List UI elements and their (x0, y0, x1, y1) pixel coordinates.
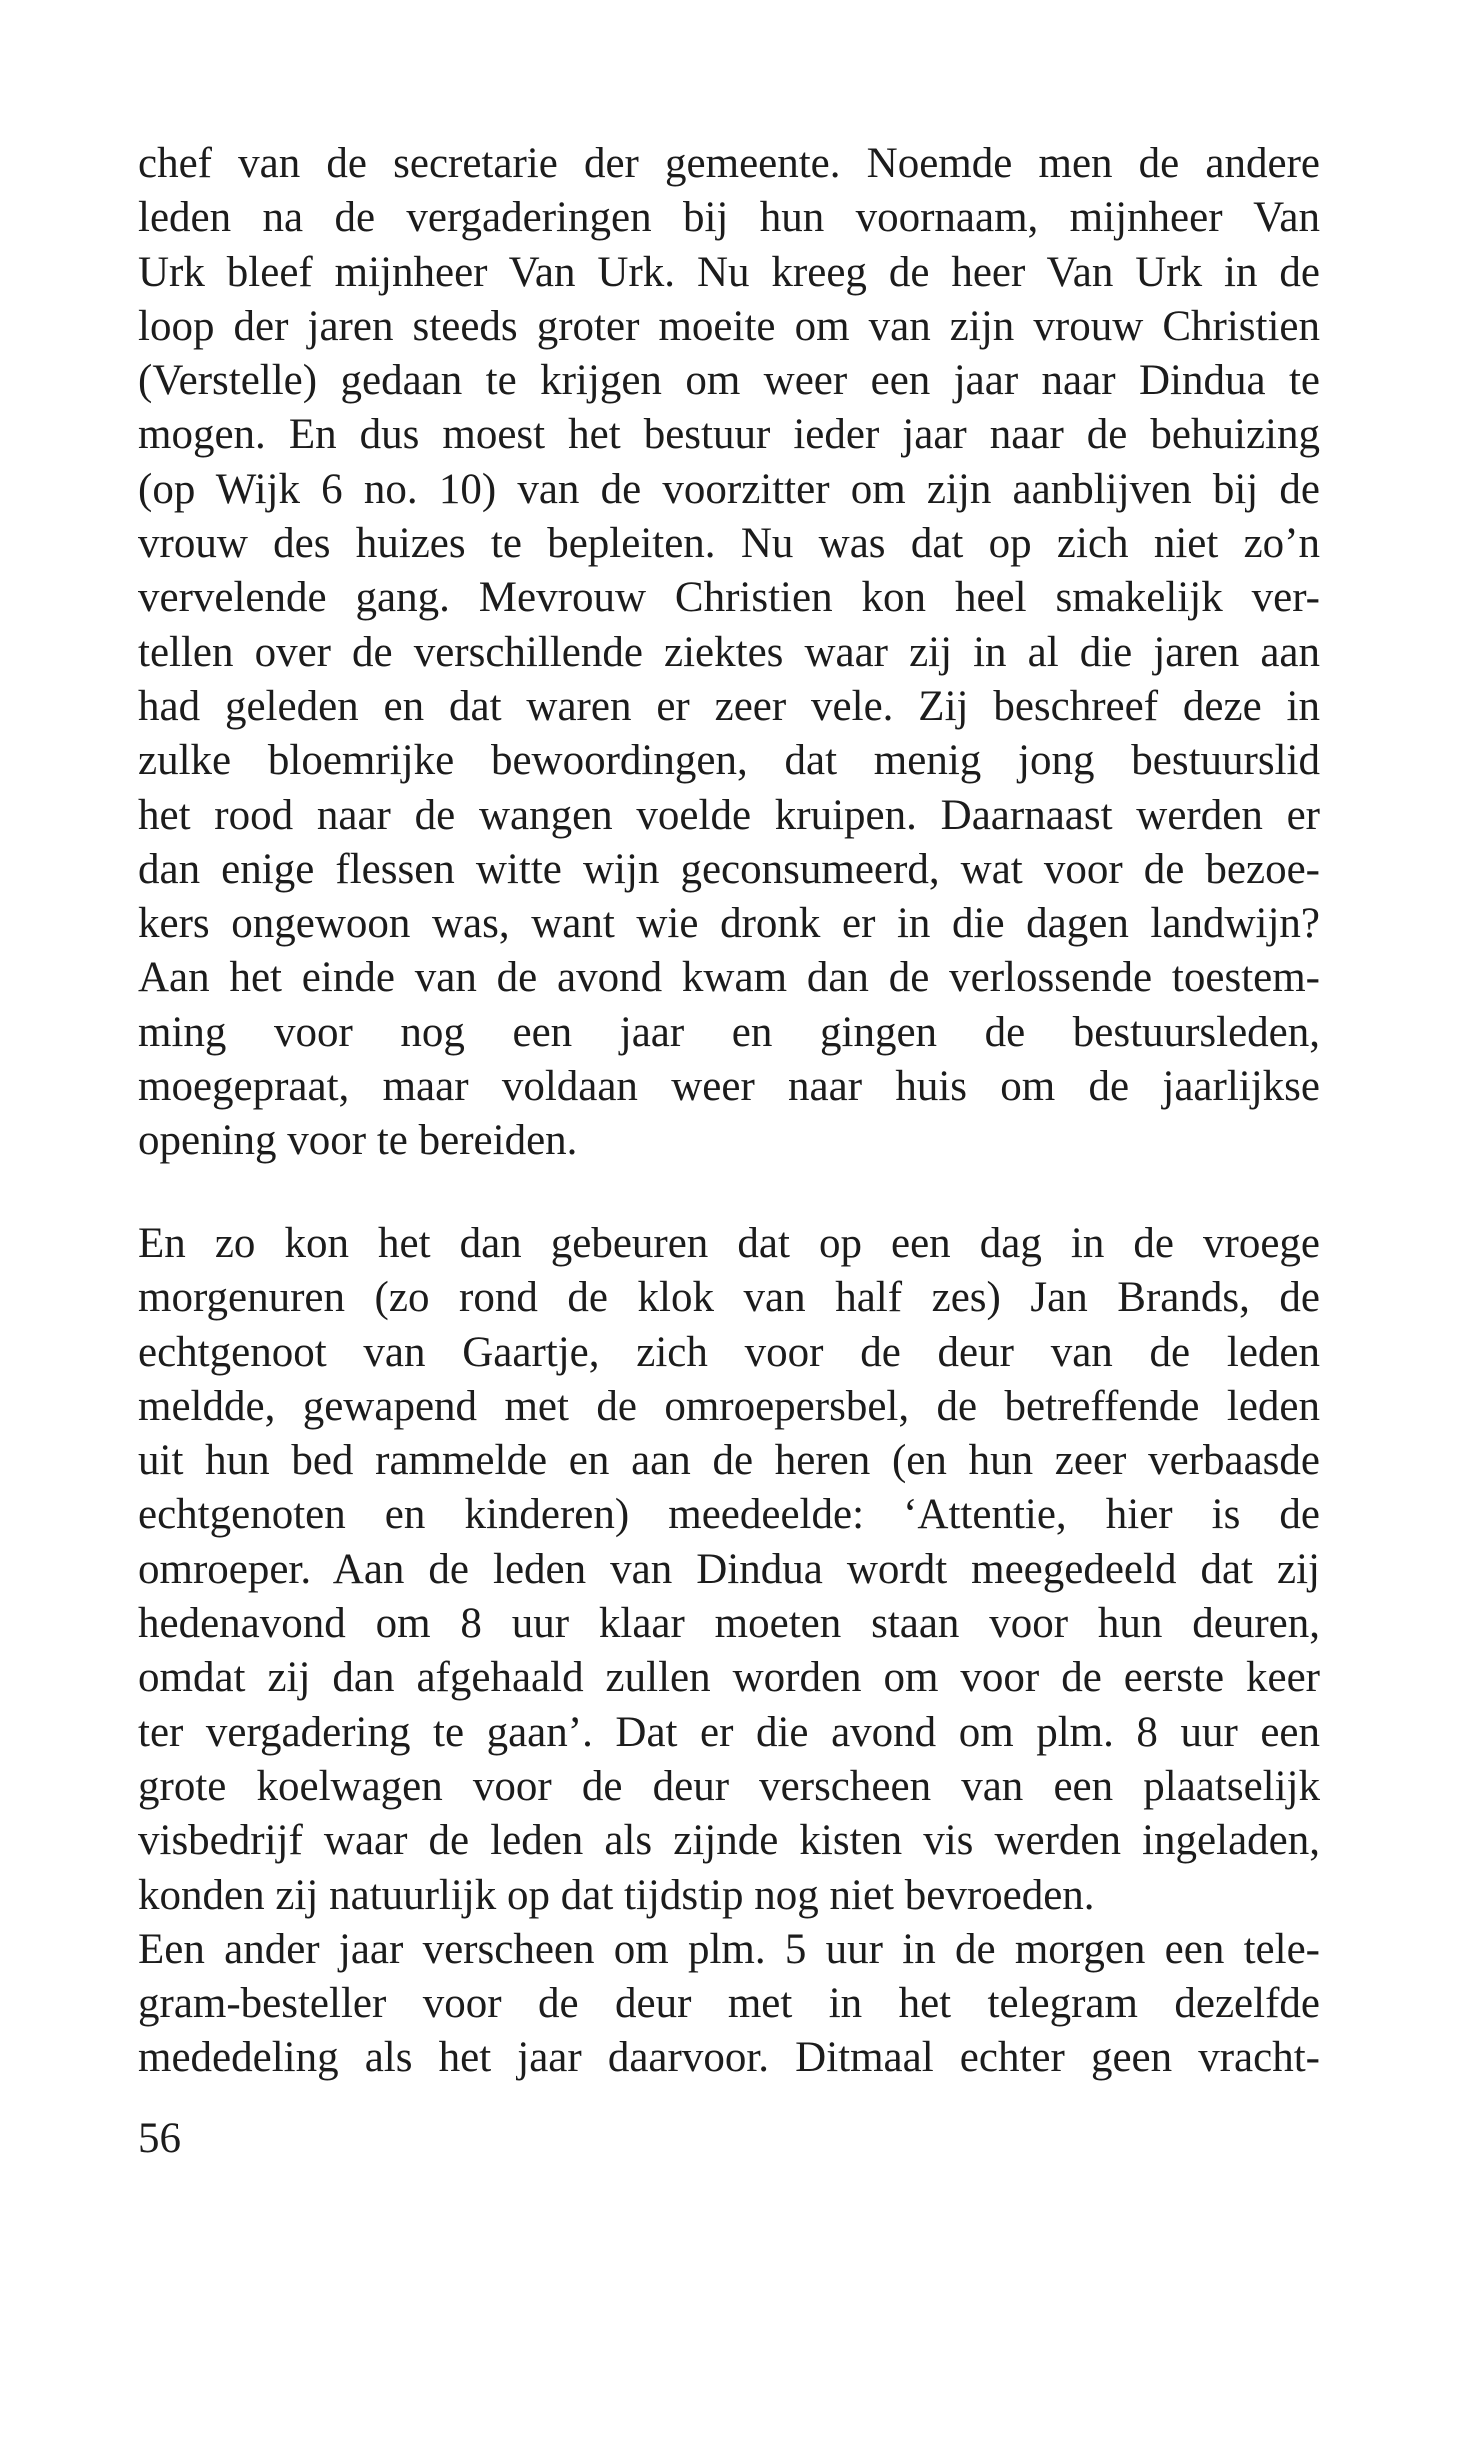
text-line: ming voor nog een jaar en gingen de bestuursleden, (138, 1008, 1320, 1056)
text-line: omroeper. Aan de leden van Dindua wordt meegedeeld dat zij (138, 1545, 1320, 1593)
paragraph-2 (138, 1217, 1320, 2086)
text-line: mededeling als het jaar daarvoor. Ditmaal echter geen vracht- (138, 2034, 1320, 2082)
text-line: ter vergadering te gaan’. Dat er die avond om plm. 8 uur een (138, 1708, 1320, 1756)
text-line: morgenuren (zo rond de klok van half zes) Jan Brands, de (138, 1274, 1320, 1322)
text-line: moegepraat, maar voldaan weer naar huis om de jaarlijkse (138, 1063, 1320, 1111)
text-line: tellen over de verschillende ziektes waar zij in al die jaren aan (138, 628, 1320, 676)
text-line: visbedrijf waar de leden als zijnde kisten vis werden ingeladen, (138, 1817, 1320, 1865)
text-line: vervelende gang. Mevrouw Christien kon heel smakelijk ver- (138, 574, 1320, 622)
text-line: had geleden en dat waren er zeer vele. Zij beschreef deze in (138, 682, 1320, 730)
paragraph-1 (138, 137, 1320, 1169)
text-line: echtgenoot van Gaartje, zich voor de deur van de leden (138, 1328, 1320, 1376)
text-line: meldde, gewapend met de omroepersbel, de betreffende leden (138, 1382, 1320, 1430)
text-line: grote koelwagen voor de deur verscheen van een plaatselijk (138, 1762, 1320, 1810)
text-line: zulke bloemrijke bewoordingen, dat menig jong bestuurslid (138, 737, 1320, 785)
text-line: En zo kon het dan gebeuren dat op een dag in de vroege (138, 1220, 1320, 1267)
text-line: Een ander jaar verscheen om plm. 5 uur in de morgen een tele- (138, 1925, 1320, 1973)
text-line: vrouw des huizes te bepleiten. Nu was dat op zich niet zo’n (138, 520, 1320, 568)
text-line: loop der jaren steeds groter moeite om van zijn vrouw Christien (138, 302, 1320, 350)
text-line: (Verstelle) gedaan te krijgen om weer een jaar naar Dindua te (138, 357, 1320, 405)
text-line: gram-besteller voor de deur met in het telegram dezelfde (138, 1980, 1320, 2028)
text-line: hedenavond om 8 uur klaar moeten staan voor hun deuren, (138, 1600, 1320, 1648)
text-line: kers ongewoon was, want wie dronk er in die dagen landwijn? (138, 900, 1320, 948)
text-line: het rood naar de wangen voelde kruipen. Daarnaast werden er (138, 791, 1320, 839)
text-line: opening voor te bereiden. (138, 1117, 578, 1165)
text-line: uit hun bed rammelde en aan de heren (en hun zeer verbaasde (138, 1437, 1320, 1485)
text-line: (op Wijk 6 no. 10) van de voorzitter om zijn aanblijven bij de (138, 465, 1320, 513)
text-line: leden na de vergaderingen bij hun voornaam, mijnheer Van (138, 194, 1320, 242)
page-number: 56 (138, 2115, 181, 2162)
text-line: dan enige flessen witte wijn geconsumeerd, wat voor de bezoe- (138, 845, 1320, 893)
text-line: konden zij natuurlijk op dat tijdstip nog niet bevroeden. (138, 1871, 1095, 1919)
text-line: Aan het einde van de avond kwam dan de verlossende toestem- (138, 954, 1320, 1002)
text-line: mogen. En dus moest het bestuur ieder jaar naar de behuizing (138, 411, 1320, 459)
text-line: chef van de secretarie der gemeente. Noemde men de andere (138, 140, 1320, 187)
text-line: omdat zij dan afgehaald zullen worden om voor de eerste keer (138, 1654, 1320, 1702)
text-line: echtgenoten en kinderen) meedeelde: ‘Attentie, hier is de (138, 1491, 1320, 1539)
text-line: Urk bleef mijnheer Van Urk. Nu kreeg de heer Van Urk in de (138, 248, 1320, 296)
